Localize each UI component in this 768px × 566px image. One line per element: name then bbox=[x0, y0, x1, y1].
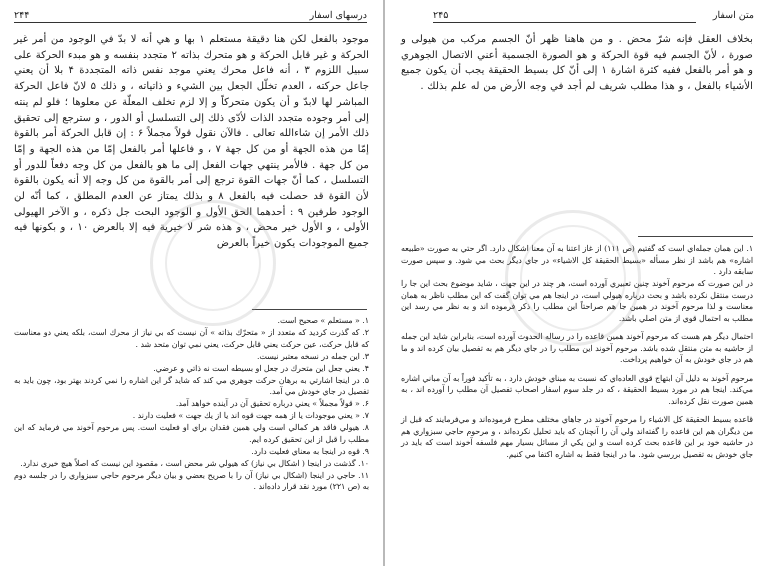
footnote: قاعده بسيط الحقيقة كل الاشياء را مرحوم آخوند در جاهاي مختلف مطرح فرموده‌اند و مي‌فرمايند كه قبل از من ديگران هم اين قاعده را گفته‌اند ولي آن را آنچنان كه بايد تحليل نكرده‌اند ، و مرحوم حاجي سبزواري هم در حاشيه خود بر اين قاعده بحث كرده است و اين يكي از مسائل بسيار مهم فلسفه آخوند است كه بايد در جاي خودش به تفصيل بررسي شود. ما در اينجا فقط به اشاره اكتفا مي كنيم. bbox=[401, 415, 753, 459]
main-text bbox=[401, 32, 753, 128]
body-paragraph: بخلاف العقل فإنه شرّ محض . و من هاهنا ظهر أنّ الجسم مركب من هيولى و صورة ، لأنّ الجسم فيه قوة الحركة و هو الصورة الجسمية أعني الاتصال الجوهري و هو أمر بالفعل ففيه كثرة اشارة ۱ إلى أنّ كل بسيط الحقيقة يجب أن يكون جميع الأشياء بالفعل ، و هذا مطلب شريف لم أجد في وجه الأرض من له علم بذلك . bbox=[401, 34, 753, 93]
stamp-watermark bbox=[150, 200, 276, 326]
footnote: ۳. اين جمله در نسخه معتبر نيست. bbox=[256, 351, 369, 361]
footnote: ۴. يعني جعل اين متحرك در جعل او بسيطه است نه ذاتي و عرضي. bbox=[153, 363, 369, 373]
footnote-separator bbox=[638, 236, 753, 237]
footnote: مرحوم آخوند به دليل آن ابتهاج قوي العاده‌اي كه نسبت به مبناي خودش دارد ، به تأكيد فوراً به آن مباني اشاره مي‌كند. اينجا هم در مورد بسيط الحقيقة ، كه در جلد سوم اسفار اصحاب تفصيل آن مطلب را آورده اند ، به همين صورت نقل كرده‌اند. bbox=[401, 373, 753, 406]
stamp-watermark bbox=[505, 210, 641, 346]
running-title: درسهای اسفار bbox=[309, 10, 367, 21]
footnote: ۶. « قولاً مجملاً » يعني درباره تحقيق آن در آينده خواهد آمد. bbox=[175, 399, 369, 408]
right-page bbox=[385, 0, 768, 566]
header-rule bbox=[14, 22, 367, 23]
page-number: ۲۴۴ bbox=[14, 10, 30, 21]
footnote: ۱. اين همان جمله‌اي است كه گفتيم (ص ۱۱۱) از غاز اعتنا به آن معنا اشكال دارد. اگر حتي به صورت «طبيعه اشاره» هم باشد از نظر مسأله «بسيط الحقيقة كل الاشياء» در جاي ديگر بحث مي شود. و سپس صورت سابقه دارد . bbox=[401, 244, 754, 276]
footnote: ۵. در اينجا اشارتي به برهان حركت جوهري مي كند كه شايد گر اين اشاره را نمي كردند بهتر بود، چون بايد به تفصيل در جاي خودش مي آمد. bbox=[14, 375, 369, 396]
footnotes bbox=[14, 315, 369, 560]
footnote: احتمال ديگر هم هست كه مرحوم آخوند همين قاعده را در رساله الحدوث آورده است، بنابراين شايد اين جمله از حاشيه به متن منتقل شده باشد. مرحوم آخوند اين مطلب را در جاي ديگر هم به تفصيل بيان كرده اند و ما هم در جاي خودش به آن خواهيم پرداخت. bbox=[401, 332, 753, 364]
running-title: متن اسفار bbox=[712, 10, 754, 21]
footnote-separator bbox=[252, 309, 367, 310]
footnote: ۱. « مستعلم » صحيح است. bbox=[277, 316, 369, 325]
footnote: ۲. كه گذرت كرديد كه متعدد از « متحرّك بذاته » آن نيست كه بي نياز از محرك است، بلكه يعني دو معناست كه قابل حركت، عين حركت يعني قابل حركت، يعني نمي توان متحد شد . bbox=[14, 328, 369, 349]
page-number: ۲۴۵ bbox=[433, 10, 449, 21]
footnote: ۱۱. حاجي در اينجا (اشكال بي نياز) آن را با صريح بعضي و بيان ديگر مرحوم حاجي سبزواري را در جلسه دوم به (ص ۲۲۱) مورد نقد قرار داده‌اند . bbox=[14, 470, 369, 491]
footnote: ۱۰. گذشت در اينجا ( اشكال بي نياز) كه هيولي شر محض است ، مقصود اين نيست كه اصلاً هيچ خيري ندارد. bbox=[20, 458, 369, 468]
footnote-continuation: در اين صورت كه مرحوم آخوند چنين تعبيري آورده است، هر چند در اين جهت ، شايد موضوع بحث اين جا را درست منتقل نكرده باشد و بحث درباره هيولي است، در اينجا هم مي توان گفت كه اين مطلب ناظر به همان معناست و لذا مرحوم آخوند در همين جا هم صراحتاً اين مطلب را ذكر فرموده اند و به نظر مي رسد اين مطلب به احتمال قوي از متن اصلي باشد. bbox=[401, 279, 753, 323]
left-page bbox=[0, 0, 383, 566]
body-paragraph: موجود بالفعل لكن هنا دقيقة مستعلم ۱ بها و هي أنه لا بدّ في الوجود من أمر غير الحركة و غير قابل الحركة و هو متحرك بذاته ۲ متجدد بنفسه و هو مبدء الحركة على سبيل اللزوم ۳ ، أنه فاعل محرك يعني موجد نفس ذاته المتجددة ۴ بلا أن يعني جاعل حركته ، العدم تخلّل الجعل بين الشيء و ذاتياته ، و ذلك ۵ لانّ فاعل الحركة المباشر لها لابدّ و أن يكون متحركاً و إلا لزم تخلف المعلّة عن معلوها ؛ فلو لم ينته إلى أمر وجوده متجدد الذات لأدّى ذلك إلى التسلسل أو الدور ، و سترجع إلى تحقيق ذلك الأمر إن شاءالله تعالى . فالآن نقول قولاً مجملاً ۶ : إن قابل الحركة أمر بالقوة إمّا من هذه الجهة أو من كل جهة ۷ ، و فاعلها أمر بالفعل إمّا من هذه الجهة و إمّا من كل جهة . فالأمر ينتهي جهات الفعل إلى ما هو بالفعل من كل وجه دفعاً للدور أو التسلسل ، كما أنّ جهات القوة ترجع إلى أمر بالقوة من كل وجه إلا أنه يكون بالقوة لأن القوة قد حصلت فيه بالفعل ۸ و بذلك يمتاز عن العدم المطلق ، كما أنّه لن الوجود طرفين ۹ : أحدهما الحق الأول و الوجود البحت جل ذكره ، و الآخر الهيولى الأولى ، و الأول خير محض ، و هذه شر لا خيرية فيه إلا بالعرض ۱۰ ، و بكونها فيه جميع الموجودات يكون خيراً بالعرض bbox=[14, 34, 370, 250]
footnote: ۹. قوه در اينجا به معناي فعليت دارد. bbox=[251, 446, 369, 456]
footnote: ۷. « يعني موجودات يا از همه جهت قوه اند يا از يك جهت » فعليت دارند . bbox=[132, 411, 369, 420]
footnote: ۸. هيولي فاقد هر كمالي است ولي همين فقدان براي او فعليت است. پس مرحوم آخوند مي فرمايد كه اين مطلب را قبل از اين تحقيق كرده ايم. bbox=[14, 423, 369, 444]
header-rule bbox=[433, 22, 696, 23]
